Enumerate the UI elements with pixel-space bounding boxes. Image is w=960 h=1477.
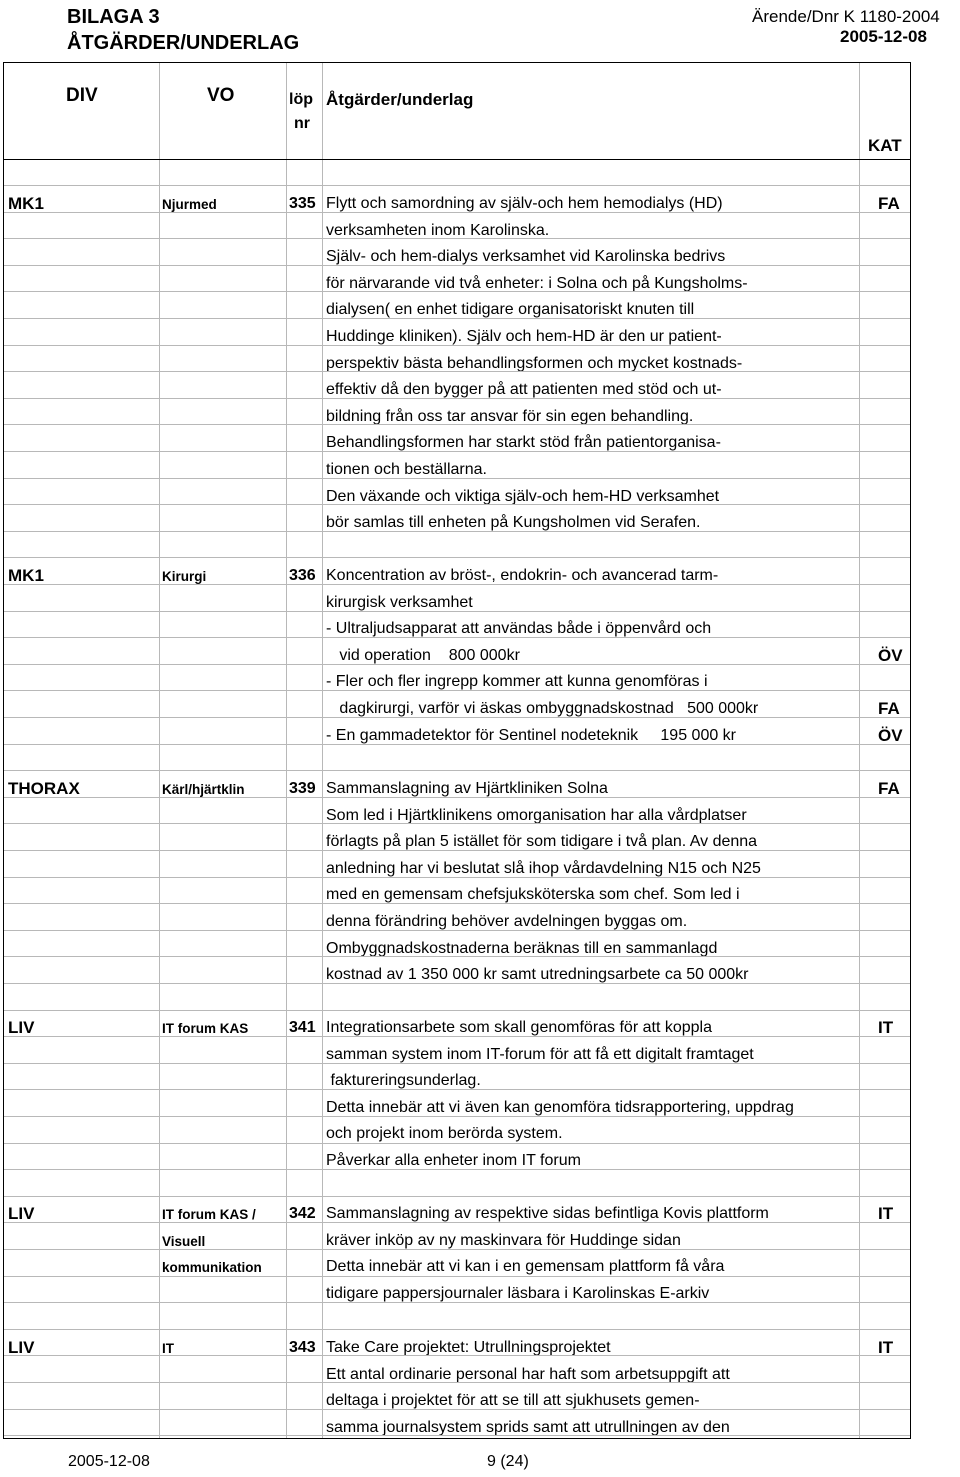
row-text-line: för närvarande vid två enheter: i Solna och på Kungsholms-	[326, 274, 748, 292]
grid-line	[4, 265, 910, 266]
row-text-line: perspektiv bästa behandlingsformen och mycket kostnads-	[326, 354, 743, 372]
row-kat: ÖV	[878, 645, 903, 665]
row-number: 341	[289, 1019, 316, 1036]
row-vo: kommunikation	[162, 1260, 262, 1276]
row-vo: IT forum KAS /	[162, 1207, 256, 1222]
row-text-line: Påverkar alla enheter inom IT forum	[326, 1152, 581, 1169]
action-table	[3, 62, 911, 1439]
grid-line	[4, 212, 910, 213]
grid-line	[4, 1382, 910, 1383]
row-vo: Visuell	[162, 1233, 206, 1249]
grid-line	[4, 398, 910, 399]
grid-line	[4, 1222, 910, 1223]
row-text-line: Ett antal ordinarie personal har haft som arbetsuppgift att	[326, 1365, 730, 1383]
column-header-vo: VO	[207, 85, 235, 106]
grid-line	[4, 1302, 910, 1303]
row-kat: FA	[878, 699, 900, 718]
grid-line	[4, 1169, 910, 1170]
row-text-line: Detta innebär att vi även kan genomföra tidsrapportering, uppdrag	[326, 1098, 794, 1116]
row-div: MK1	[8, 566, 44, 585]
row-div: LIV	[8, 1338, 35, 1357]
row-text-line: Take Care projektet: Utrullningsprojektet	[326, 1339, 611, 1356]
column-header-nr: nr	[294, 115, 310, 132]
row-number: 343	[289, 1339, 316, 1356]
row-text-line: dagkirurgi, varför vi äskas ombyggnadskostnad 500 000kr	[326, 700, 759, 717]
row-div: LIV	[8, 1204, 35, 1223]
page-number: 9 (24)	[487, 1453, 529, 1470]
row-vo: IT forum KAS	[162, 1021, 249, 1036]
row-text-line: Integrationsarbete som skall genomföras för att koppla	[326, 1019, 712, 1036]
row-text-line: - Fler och fler ingrepp kommer att kunna genomföras i	[326, 673, 708, 691]
grid-line	[4, 291, 910, 292]
row-kat: FA	[878, 194, 900, 213]
grid-line	[4, 318, 910, 319]
grid-line	[4, 424, 910, 425]
row-text-line: Som led i Hjärtklinikens omorganisation har alla vårdplatser	[326, 806, 747, 824]
header-separator	[4, 159, 910, 160]
grid-line	[322, 63, 323, 1438]
grid-line	[4, 744, 910, 745]
grid-line	[4, 1089, 910, 1090]
row-text-line: och projekt inom berörda system.	[326, 1125, 563, 1143]
row-div: THORAX	[8, 779, 80, 798]
row-text-line: Sammanslagning av Hjärtkliniken Solna	[326, 780, 608, 797]
row-text-line: anledning har vi beslutat slå ihop vårdavdelning N15 och N25	[326, 859, 761, 877]
grid-line	[4, 1036, 910, 1037]
row-number: 336	[289, 567, 316, 584]
row-text-line: Behandlingsformen har starkt stöd från patientorganisa-	[326, 434, 721, 452]
grid-line	[4, 371, 910, 372]
row-text-line: Koncentration av bröst-, endokrin- och avancerad tarm-	[326, 567, 719, 584]
row-number: 342	[289, 1205, 316, 1222]
row-number: 335	[289, 195, 316, 212]
row-text-line: - En gammadetektor för Sentinel nodeteknik 195 000 kr	[326, 726, 737, 744]
row-text-line: samman system inom IT-forum för att få ett digitalt framtaget	[326, 1045, 754, 1063]
row-text-line: Detta innebär att vi kan i en gemensam plattform få våra	[326, 1258, 725, 1276]
row-div: LIV	[8, 1018, 35, 1037]
row-text-line: - Ultraljudsapparat att användas både i öppenvård och	[326, 620, 712, 638]
row-vo: IT	[162, 1341, 174, 1356]
row-text-line: kostnad av 1 350 000 kr samt utredningsarbete ca 50 000kr	[326, 966, 749, 984]
row-vo: Kirurgi	[162, 569, 207, 584]
row-kat: IT	[878, 1338, 894, 1357]
document-title: BILAGA 3	[67, 6, 160, 28]
grid-line	[4, 1249, 910, 1250]
row-text-line: Sammanslagning av respektive sidas befintliga Kovis plattform	[326, 1205, 769, 1222]
row-text-line: denna förändring behöver avdelningen byggas om.	[326, 913, 688, 930]
row-kat: IT	[878, 1018, 894, 1037]
row-text-line: bildning från oss tar ansvar för sin egen behandling.	[326, 407, 694, 425]
grid-line	[4, 903, 910, 904]
row-text-line: Ombyggnadskostnaderna beräknas till en sammanlagd	[326, 939, 718, 957]
row-text-line: Huddinge kliniken). Själv och hem-HD är den ur patient-	[326, 328, 722, 345]
grid-line	[4, 1409, 910, 1410]
grid-line	[4, 664, 910, 665]
grid-line	[4, 930, 910, 931]
grid-line	[4, 584, 910, 585]
row-text-line: tionen och beställarna.	[326, 461, 487, 478]
grid-line	[4, 1063, 910, 1064]
row-vo: Kärl/hjärtklin	[162, 782, 245, 797]
row-kat: FA	[878, 779, 900, 798]
document-subtitle: ÅTGÄRDER/UNDERLAG	[67, 32, 300, 54]
grid-line	[4, 770, 910, 771]
grid-line	[4, 185, 910, 186]
footer-date: 2005-12-08	[68, 1453, 150, 1470]
row-text-line: effektiv då den bygger på att patienten med stöd och ut-	[326, 381, 722, 399]
grid-line	[159, 63, 160, 1438]
grid-line	[4, 345, 910, 346]
grid-line	[4, 956, 910, 957]
grid-line	[4, 717, 910, 718]
row-number: 339	[289, 780, 316, 797]
grid-line	[4, 637, 910, 638]
row-text-line: Själv- och hem-dialys verksamhet vid Karolinska bedrivs	[326, 248, 726, 266]
grid-line	[4, 1116, 910, 1117]
grid-line	[4, 1329, 910, 1330]
grid-line	[286, 63, 287, 1438]
grid-line	[4, 823, 910, 824]
row-kat: IT	[878, 1204, 894, 1223]
grid-line	[4, 531, 910, 532]
grid-line	[4, 1276, 910, 1277]
row-text-line: dialysen( en enhet tidigare organisatoriskt knuten till	[326, 301, 695, 319]
grid-line	[4, 797, 910, 798]
grid-line	[4, 1143, 910, 1144]
column-header-div: DIV	[66, 85, 98, 106]
grid-line	[4, 451, 910, 452]
grid-line	[4, 1010, 910, 1011]
column-header-lop: löp	[289, 91, 313, 108]
row-text-line: deltaga i projektet för att se till att sjukhusets gemen-	[326, 1392, 700, 1410]
grid-line	[4, 850, 910, 851]
row-text-line: tidigare pappersjournaler läsbara i Karolinskas E-arkiv	[326, 1284, 710, 1302]
row-text-line: faktureringsunderlag.	[326, 1072, 481, 1090]
row-vo: Njurmed	[162, 197, 217, 212]
row-text-line: vid operation 800 000kr	[326, 646, 520, 664]
grid-line	[4, 1196, 910, 1197]
grid-line	[859, 63, 860, 1438]
grid-line	[4, 877, 910, 878]
row-text-line: kirurgisk verksamhet	[326, 593, 473, 611]
column-header-atgarder: Åtgärder/underlag	[326, 90, 474, 109]
grid-line	[4, 1355, 910, 1356]
grid-line	[4, 1435, 910, 1436]
column-header-kat: KAT	[868, 136, 902, 155]
grid-line	[4, 690, 910, 691]
case-reference: Ärende/Dnr K 1180-2004	[752, 7, 940, 26]
grid-line	[4, 611, 910, 612]
row-div: MK1	[8, 194, 44, 213]
grid-line	[4, 983, 910, 984]
row-text-line: Den växande och viktiga själv-och hem-HD verksamhet	[326, 487, 720, 505]
row-text-line: kräver inköp av ny maskinvara för Huddinge sidan	[326, 1231, 681, 1249]
row-text-line: med en gemensam chefsjuksköterska som chef. Som led i	[326, 886, 740, 904]
row-kat: ÖV	[878, 725, 903, 745]
grid-line	[4, 478, 910, 479]
grid-line	[4, 504, 910, 505]
row-text-line: verksamheten inom Karolinska.	[326, 221, 550, 239]
row-text-line: förlagts på plan 5 istället för som tidigare i två plan. Av denna	[326, 833, 758, 851]
grid-line	[4, 238, 910, 239]
row-text-line: bör samlas till enheten på Kungsholmen vid Serafen.	[326, 514, 701, 532]
grid-line	[4, 557, 910, 558]
row-text-line: samma journalsystem sprids samt att utrullningen av den	[326, 1418, 730, 1436]
row-text-line: Flytt och samordning av själv-och hem hemodialys (HD)	[326, 195, 723, 212]
header-date: 2005-12-08	[840, 27, 927, 46]
